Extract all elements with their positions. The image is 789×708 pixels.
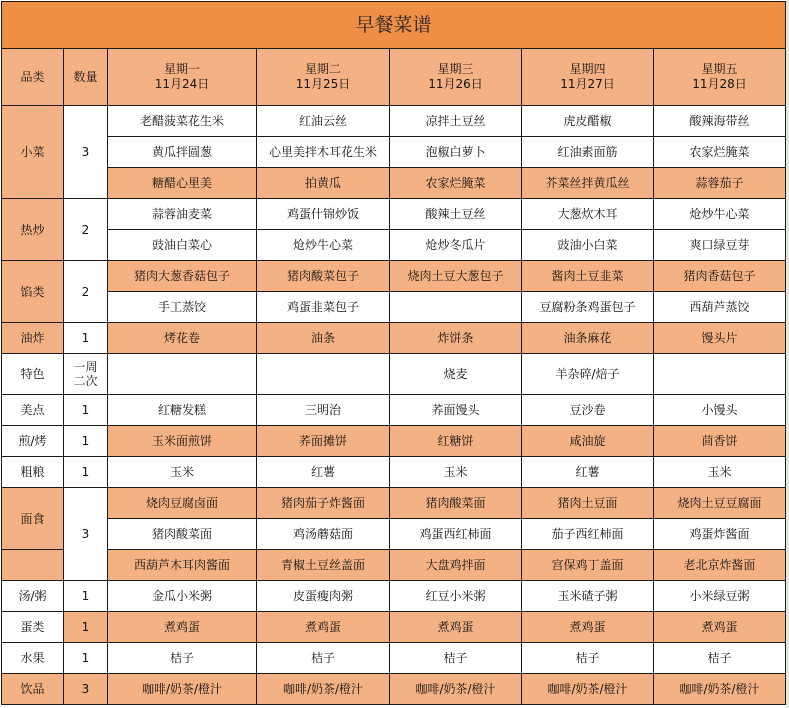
dish-cell: 豉油白菜心 bbox=[108, 230, 257, 261]
dish-cell: 青椒土豆丝盖面 bbox=[257, 550, 390, 581]
dish-cell: 炸饼条 bbox=[390, 323, 522, 354]
page-title: 早餐菜谱 bbox=[2, 2, 786, 49]
dish-cell: 猪肉茄子炸酱面 bbox=[257, 488, 390, 519]
dish-cell bbox=[654, 354, 786, 395]
header-day-3: 星期三 11月26日 bbox=[390, 49, 522, 106]
category-cell: 小菜 bbox=[2, 106, 64, 199]
dish-cell: 咖啡/奶茶/橙汁 bbox=[108, 674, 257, 705]
dish-cell: 烧肉土豆大葱包子 bbox=[390, 261, 522, 292]
dish-cell: 酱肉土豆韭菜 bbox=[522, 261, 654, 292]
quantity-cell: 1 bbox=[64, 457, 108, 488]
dish-cell: 小馒头 bbox=[654, 395, 786, 426]
dish-cell: 酸辣土豆丝 bbox=[390, 199, 522, 230]
quantity-cell: 1 bbox=[64, 426, 108, 457]
header-day-5: 星期五 11月28日 bbox=[654, 49, 786, 106]
dish-cell: 桔子 bbox=[522, 643, 654, 674]
category-cell: 蛋类 bbox=[2, 612, 64, 643]
quantity-cell: 2 bbox=[64, 261, 108, 323]
dish-cell: 油条 bbox=[257, 323, 390, 354]
dish-cell: 猪肉土豆面 bbox=[522, 488, 654, 519]
quantity-cell: 1 bbox=[64, 612, 108, 643]
dish-cell: 炝炒牛心菜 bbox=[257, 230, 390, 261]
quantity-cell: 一周 二次 bbox=[64, 354, 108, 395]
dish-cell: 猪肉酸菜面 bbox=[108, 519, 257, 550]
dish-cell: 烧肉土豆豆腐面 bbox=[654, 488, 786, 519]
dish-cell: 大葱炊木耳 bbox=[522, 199, 654, 230]
quantity-cell: 3 bbox=[64, 106, 108, 199]
quantity-cell: 3 bbox=[64, 488, 108, 581]
dish-cell: 蒜蓉茄子 bbox=[654, 168, 786, 199]
dish-cell: 咖啡/奶茶/橙汁 bbox=[522, 674, 654, 705]
quantity-cell: 1 bbox=[64, 643, 108, 674]
dish-cell: 炝炒冬瓜片 bbox=[390, 230, 522, 261]
dish-cell: 咖啡/奶茶/橙汁 bbox=[390, 674, 522, 705]
dish-cell: 茴香饼 bbox=[654, 426, 786, 457]
dish-cell: 爽口绿豆芽 bbox=[654, 230, 786, 261]
quantity-cell: 1 bbox=[64, 395, 108, 426]
dish-cell: 煮鸡蛋 bbox=[522, 612, 654, 643]
header-day-1: 星期一 11月24日 bbox=[108, 49, 257, 106]
dish-cell: 西葫芦木耳肉酱面 bbox=[108, 550, 257, 581]
dish-cell: 豆沙卷 bbox=[522, 395, 654, 426]
dish-cell: 小米绿豆粥 bbox=[654, 581, 786, 612]
dish-cell: 馒头片 bbox=[654, 323, 786, 354]
dish-cell: 猪肉酸菜包子 bbox=[257, 261, 390, 292]
dish-cell: 猪肉香菇包子 bbox=[654, 261, 786, 292]
category-cell: 面食 bbox=[2, 488, 64, 550]
dish-cell: 红油云丝 bbox=[257, 106, 390, 137]
dish-cell: 咖啡/奶茶/橙汁 bbox=[257, 674, 390, 705]
dish-cell: 烤花卷 bbox=[108, 323, 257, 354]
dish-cell: 荞面馒头 bbox=[390, 395, 522, 426]
dish-cell bbox=[257, 354, 390, 395]
dish-cell: 金瓜小米粥 bbox=[108, 581, 257, 612]
dish-cell: 红薯 bbox=[522, 457, 654, 488]
category-cell-empty bbox=[2, 550, 64, 581]
dish-cell: 鸡蛋什锦炒饭 bbox=[257, 199, 390, 230]
dish-cell: 红糖饼 bbox=[390, 426, 522, 457]
dish-cell: 西葫芦蒸饺 bbox=[654, 292, 786, 323]
dish-cell: 农家烂腌菜 bbox=[654, 137, 786, 168]
dish-cell: 荞面摊饼 bbox=[257, 426, 390, 457]
dish-cell: 蒜蓉油麦菜 bbox=[108, 199, 257, 230]
dish-cell: 拍黄瓜 bbox=[257, 168, 390, 199]
dish-cell: 玉米 bbox=[108, 457, 257, 488]
dish-cell: 咸油旋 bbox=[522, 426, 654, 457]
dish-cell: 虎皮醋椒 bbox=[522, 106, 654, 137]
dish-cell: 凉拌土豆丝 bbox=[390, 106, 522, 137]
category-cell: 热炒 bbox=[2, 199, 64, 261]
dish-cell: 老北京炸酱面 bbox=[654, 550, 786, 581]
dish-cell: 桔子 bbox=[108, 643, 257, 674]
header-day-2: 星期二 11月25日 bbox=[257, 49, 390, 106]
dish-cell: 红糖发糕 bbox=[108, 395, 257, 426]
dish-cell: 宫保鸡丁盖面 bbox=[522, 550, 654, 581]
header-quantity: 数量 bbox=[64, 49, 108, 106]
dish-cell bbox=[390, 292, 522, 323]
breakfast-menu-table bbox=[1, 1, 786, 705]
category-cell: 水果 bbox=[2, 643, 64, 674]
dish-cell: 猪肉大葱香菇包子 bbox=[108, 261, 257, 292]
dish-cell: 烧麦 bbox=[390, 354, 522, 395]
quantity-cell: 1 bbox=[64, 581, 108, 612]
dish-cell: 桔子 bbox=[257, 643, 390, 674]
dish-cell: 鸡蛋西红柿面 bbox=[390, 519, 522, 550]
dish-cell: 手工蒸饺 bbox=[108, 292, 257, 323]
dish-cell: 豉油小白菜 bbox=[522, 230, 654, 261]
dish-cell: 煮鸡蛋 bbox=[654, 612, 786, 643]
dish-cell: 煮鸡蛋 bbox=[108, 612, 257, 643]
dish-cell: 泡椒白萝卜 bbox=[390, 137, 522, 168]
dish-cell: 心里美拌木耳花生米 bbox=[257, 137, 390, 168]
dish-cell: 酸辣海带丝 bbox=[654, 106, 786, 137]
dish-cell: 煮鸡蛋 bbox=[390, 612, 522, 643]
dish-cell: 玉米碴子粥 bbox=[522, 581, 654, 612]
dish-cell: 红薯 bbox=[257, 457, 390, 488]
category-cell: 特色 bbox=[2, 354, 64, 395]
dish-cell: 芥菜丝拌黄瓜丝 bbox=[522, 168, 654, 199]
category-cell: 粗粮 bbox=[2, 457, 64, 488]
dish-cell: 老醋菠菜花生米 bbox=[108, 106, 257, 137]
dish-cell: 糖醋心里美 bbox=[108, 168, 257, 199]
quantity-cell: 2 bbox=[64, 199, 108, 261]
dish-cell: 猪肉酸菜面 bbox=[390, 488, 522, 519]
dish-cell: 鸡蛋炸酱面 bbox=[654, 519, 786, 550]
dish-cell: 红豆小米粥 bbox=[390, 581, 522, 612]
dish-cell: 鸡汤蘑菇面 bbox=[257, 519, 390, 550]
category-cell: 美点 bbox=[2, 395, 64, 426]
dish-cell: 农家烂腌菜 bbox=[390, 168, 522, 199]
dish-cell: 煮鸡蛋 bbox=[257, 612, 390, 643]
dish-cell: 红油素面筋 bbox=[522, 137, 654, 168]
dish-cell: 桔子 bbox=[654, 643, 786, 674]
dish-cell: 油条麻花 bbox=[522, 323, 654, 354]
dish-cell: 咖啡/奶茶/橙汁 bbox=[654, 674, 786, 705]
dish-cell: 烧肉豆腐卤面 bbox=[108, 488, 257, 519]
dish-cell: 桔子 bbox=[390, 643, 522, 674]
dish-cell: 炝炒牛心菜 bbox=[654, 199, 786, 230]
dish-cell: 皮蛋瘦肉粥 bbox=[257, 581, 390, 612]
dish-cell bbox=[108, 354, 257, 395]
dish-cell: 玉米 bbox=[654, 457, 786, 488]
category-cell: 馅类 bbox=[2, 261, 64, 323]
header-day-4: 星期四 11月27日 bbox=[522, 49, 654, 106]
dish-cell: 三明治 bbox=[257, 395, 390, 426]
quantity-cell: 3 bbox=[64, 674, 108, 705]
dish-cell: 玉米 bbox=[390, 457, 522, 488]
dish-cell: 羊杂碎/焙子 bbox=[522, 354, 654, 395]
header-category: 品类 bbox=[2, 49, 64, 106]
quantity-cell: 1 bbox=[64, 323, 108, 354]
dish-cell: 黄瓜拌圆葱 bbox=[108, 137, 257, 168]
dish-cell: 茄子西红柿面 bbox=[522, 519, 654, 550]
category-cell: 汤/粥 bbox=[2, 581, 64, 612]
dish-cell: 玉米面煎饼 bbox=[108, 426, 257, 457]
category-cell: 饮品 bbox=[2, 674, 64, 705]
dish-cell: 鸡蛋韭菜包子 bbox=[257, 292, 390, 323]
dish-cell: 大盘鸡拌面 bbox=[390, 550, 522, 581]
category-cell: 油炸 bbox=[2, 323, 64, 354]
dish-cell: 豆腐粉条鸡蛋包子 bbox=[522, 292, 654, 323]
category-cell: 煎/烤 bbox=[2, 426, 64, 457]
